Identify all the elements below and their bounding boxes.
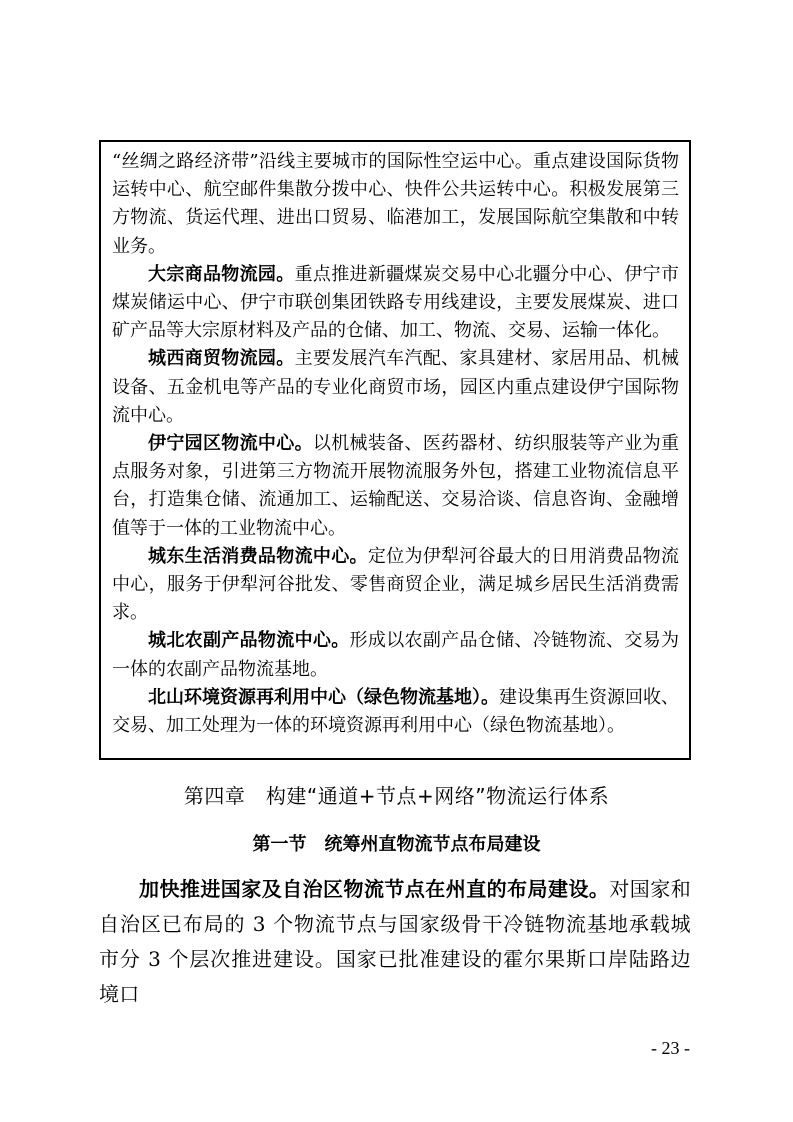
paragraph-body: 重点推进新疆煤炭交易中心北疆分中心、伊宁市煤炭储运中心、伊宁市联创集团铁路专用线建设，主要发展煤炭、进口矿产品等大宗原材料及产品的仓储、加工、物流、交易、运输一体化。: [112, 263, 680, 342]
section-heading: 第一节 统筹州直物流节点布局建设: [252, 834, 541, 855]
paragraph-heading: 城北农副产品物流中心。: [148, 630, 350, 652]
paragraph-heading: 北山环境资源再利用中心（绿色物流基地）。: [148, 686, 499, 708]
box-paragraph-north-agri: [112, 627, 679, 683]
box-paragraph-bulk-goods: [112, 261, 679, 346]
paragraph-heading: 加快推进国家及自治区物流节点在州直的布局建设。: [139, 877, 610, 901]
paragraph-heading: 大宗商品物流园。: [148, 263, 295, 285]
paragraph-heading: 城西商贸物流园。: [148, 348, 295, 370]
paragraph-body: 建设集再生资源回收、交易、加工处理为一体的环境资源再利用中心（绿色物流基地）。: [112, 686, 679, 737]
paragraph-body: 定位为伊犁河谷最大的日用消费品物流中心，服务于伊犁河谷批发、零售商贸企业，满足城乡居民生活消费需求。: [112, 545, 680, 624]
box-paragraph-west-trade: [112, 345, 679, 430]
box-paragraph-yining-park: [112, 430, 679, 543]
chapter-heading: 第四章 构建“通道+节点+网络”物流运行体系: [183, 784, 610, 808]
page-number: - 23 -: [651, 1038, 690, 1058]
paragraph-heading: 伊宁园区物流中心。: [148, 433, 313, 455]
box-paragraph-beishan-green: [112, 684, 679, 740]
box-paragraph-east-consumer: [112, 543, 679, 628]
box-paragraph-airport: “丝绸之路经济带”沿线主要城市的国际性空运中心。重点建设国际货物运转中心、航空邮件集散分拨中心、快件公共运转中心。积极发展第三方物流、货运代理、进出口贸易、临港加工，发展国际航空集散和中转业务。: [112, 151, 679, 257]
paragraph-body: 对国家和自治区已布局的 3 个物流节点与国家级骨干冷链物流基地承载城市分 3 个层次推进建设。国家已批准建设的霍尔果斯口岸陆路边境口: [99, 877, 691, 1006]
paragraph-body: 主要发展汽车汽配、家具建材、家居用品、机械设备、五金机电等产品的专业化商贸市场，园区内重点建设伊宁国际物流中心。: [112, 348, 680, 426]
paragraph-body: 形成以农副产品仓储、冷链物流、交易为一体的农副产品物流基地。: [112, 630, 680, 680]
paragraph-heading: 城东生活消费品物流中心。: [148, 545, 368, 567]
text-box: [99, 140, 691, 760]
body-text: [99, 872, 691, 1012]
paragraph-body: 以机械装备、医药器材、纺织服装等产业为重点服务对象，引进第三方物流开展物流服务外包，搭建工业物流信息平台，打造集仓储、流通加工、运输配送、交易洽谈、信息咨询、金融增值等于一体的工业物流中心。: [112, 433, 680, 539]
body-paragraph: [99, 872, 691, 1012]
